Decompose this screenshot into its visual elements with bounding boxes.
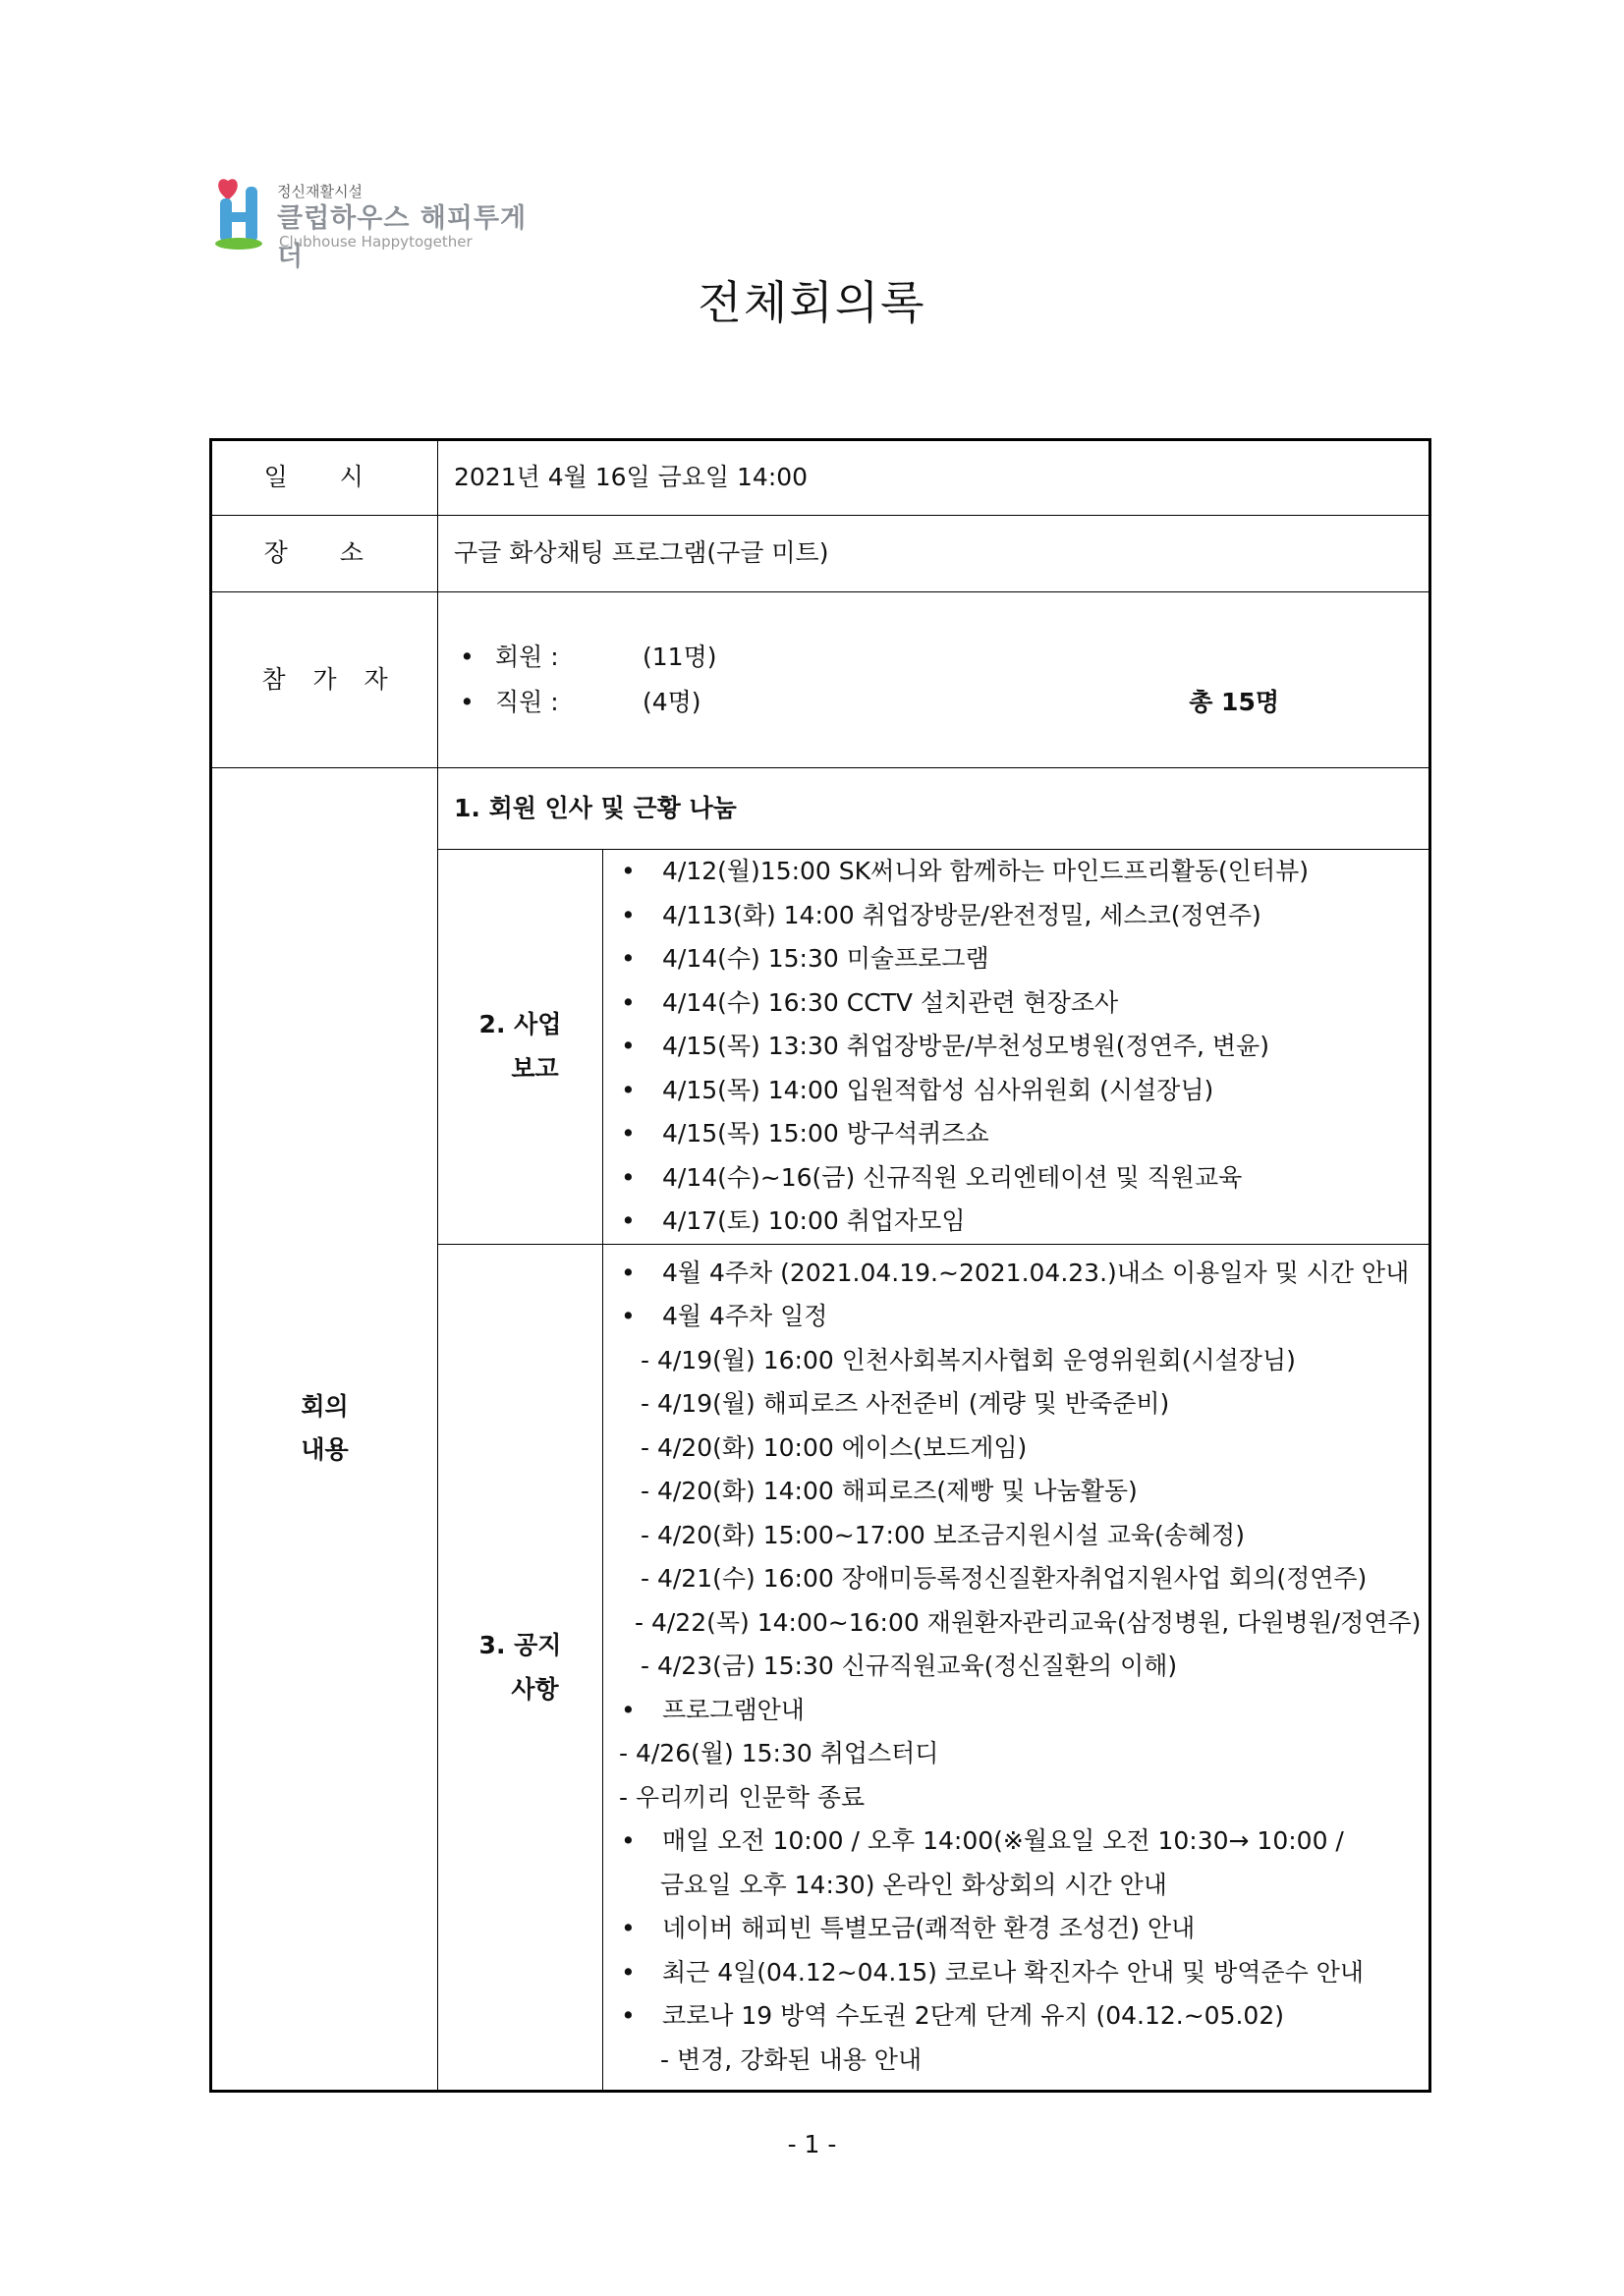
list-item: • 4월 4주차 일정 — [619, 1295, 1417, 1339]
list-item: • 4/14(수) 15:30 미술프로그램 — [619, 937, 1417, 981]
list-item: • 매일 오전 10:00 / 오후 14:00(※월요일 오전 10:30→ 10:00 / — [619, 1820, 1417, 1864]
section3-items — [603, 1244, 1430, 2091]
schedule-item: - 4/19(월) 16:00 인천사회복지사협회 운영위원회(시설장님) — [641, 1345, 1296, 1374]
bullet-icon: • — [621, 1075, 636, 1104]
participant-count: (11명) — [643, 643, 717, 671]
list-item: • 4/14(수)~16(금) 신규직원 오리엔테이션 및 직원교육 — [619, 1156, 1417, 1201]
bullet-icon: • — [621, 1119, 636, 1148]
list-item: • 4/15(목) 15:00 방구석퀴즈쇼 — [619, 1112, 1417, 1156]
section2-label-line2: 보고 — [511, 1054, 559, 1084]
bullet-icon: • — [621, 1258, 636, 1287]
list-item-continuation: - 변경, 강화된 내용 안내 — [660, 2044, 923, 2074]
bullet-icon: • — [621, 1206, 636, 1235]
list-item: • 최근 4일(04.12~04.15) 코로나 확진자수 안내 및 방역준수 안내 — [619, 1951, 1417, 1995]
section2-label — [438, 850, 603, 1245]
bullet-icon: • — [460, 688, 475, 716]
list-item: • 4/17(토) 10:00 취업자모임 — [619, 1200, 1417, 1244]
content-label — [211, 768, 438, 2092]
bullet-icon: • — [621, 1032, 636, 1060]
date-value: 2021년 4월 16일 금요일 14:00 — [438, 440, 1430, 516]
bullet-icon: • — [621, 900, 636, 929]
list-item: • 네이버 해피빈 특별모금(쾌적한 환경 조성건) 안내 — [619, 1907, 1417, 1951]
content-label-line2: 내용 — [301, 1435, 349, 1465]
schedule-item: - 4/20(화) 10:00 에이스(보드게임) — [641, 1432, 1028, 1462]
participant-type: 직원 : — [495, 688, 559, 716]
schedule-item: - 4/20(화) 14:00 해피로즈(제빵 및 나눔활동) — [641, 1477, 1138, 1506]
schedule-item: - 4/19(월) 해피로즈 사전준비 (계량 및 반죽준비) — [641, 1389, 1170, 1419]
bullet-icon: • — [621, 987, 636, 1017]
participants-total: 총 15명 — [1189, 688, 1279, 716]
bullet-icon: • — [621, 1162, 636, 1192]
list-item: • 4월 4주차 (2021.04.19.~2021.04.23.)내소 이용일자 및 시간 안내 — [619, 1252, 1417, 1296]
schedule-item: - 4/20(화) 15:00~17:00 보조금지원시설 교육(송혜정) — [641, 1520, 1245, 1549]
schedule-item: - 4/23(금) 15:30 신규직원교육(정신질환의 이해) — [641, 1652, 1178, 1681]
heart-h-logo-icon — [212, 173, 271, 252]
list-item-continuation: 금요일 오후 14:30) 온라인 화상회의 시간 안내 — [660, 1870, 1167, 1899]
schedule-item: - 4/22(목) 14:00~16:00 재원환자관리교육(삼정병원, 다원병원/정연주) — [635, 1607, 1422, 1637]
list-item: • 4/14(수) 16:30 CCTV 설치관련 현장조사 — [619, 981, 1417, 1026]
bullet-icon: • — [621, 944, 636, 973]
section3-label — [438, 1244, 603, 2091]
section2-items — [603, 850, 1430, 1245]
place-value: 구글 화상채팅 프로그램(구글 미트) — [438, 516, 1430, 592]
participant-count: (4명) — [643, 688, 701, 716]
logo-english-name: Clubhouse Happytogether — [279, 233, 473, 251]
section3-label-line2: 사항 — [511, 1674, 559, 1704]
place-row — [211, 516, 1430, 592]
logo-subtitle: 정신재활시설 — [277, 183, 363, 200]
participant-staff — [454, 680, 1413, 725]
section3-label-line1: 3. 공지 — [478, 1630, 562, 1659]
participant-members — [454, 635, 1413, 680]
list-item: • 프로그램안내 — [619, 1689, 1417, 1733]
participants-cell — [438, 592, 1430, 768]
clubhouse-logo — [212, 173, 536, 272]
bullet-icon: • — [621, 2001, 636, 2031]
list-item: • 4/15(목) 14:00 입원적합성 심사위원회 (시설장님) — [619, 1069, 1417, 1113]
participants-row — [211, 592, 1430, 768]
bullet-icon: • — [621, 1957, 636, 1987]
list-item: • 4/15(목) 13:30 취업장방문/부천성모병원(정연주, 변윤) — [619, 1025, 1417, 1069]
bullet-icon: • — [621, 1695, 636, 1724]
participants-label: 참 가 자 — [211, 592, 438, 768]
list-item: • 4/12(월)15:00 SK써니와 함께하는 마인드프리활동(인터뷰) — [619, 850, 1417, 894]
date-label: 일 시 — [211, 440, 438, 516]
section2-label-line1: 2. 사업 — [478, 1010, 562, 1039]
program-item: - 4/26(월) 15:30 취업스터디 — [619, 1739, 939, 1768]
content-section1-row — [211, 768, 1430, 850]
logo-name: 클럽하우스 해피투게더 — [277, 203, 528, 272]
page-number: - 1 - — [787, 2130, 837, 2158]
bullet-icon: • — [621, 1826, 636, 1856]
bullet-icon: • — [621, 1914, 636, 1943]
list-item: • 코로나 19 방역 수도권 2단계 단계 유지 (04.12.~05.02) — [619, 1994, 1417, 2039]
section1-heading: 1. 회원 인사 및 근황 나눔 — [438, 768, 1430, 850]
bullet-icon: • — [621, 857, 636, 885]
date-row — [211, 440, 1430, 516]
place-label: 장 소 — [211, 516, 438, 592]
list-item: • 4/113(화) 14:00 취업장방문/완전정밀, 세스코(정연주) — [619, 894, 1417, 938]
bullet-icon: • — [621, 1302, 636, 1331]
minutes-table — [209, 438, 1431, 2093]
content-label-line1: 회의 — [301, 1391, 349, 1421]
document-title: 전체회의록 — [698, 276, 926, 329]
bullet-icon: • — [460, 643, 475, 671]
participant-type: 회원 : — [495, 643, 559, 671]
program-item: - 우리끼리 인문학 종료 — [619, 1782, 866, 1812]
schedule-item: - 4/21(수) 16:00 장애미등록정신질환자취업지원사업 회의(정연주) — [641, 1564, 1368, 1594]
